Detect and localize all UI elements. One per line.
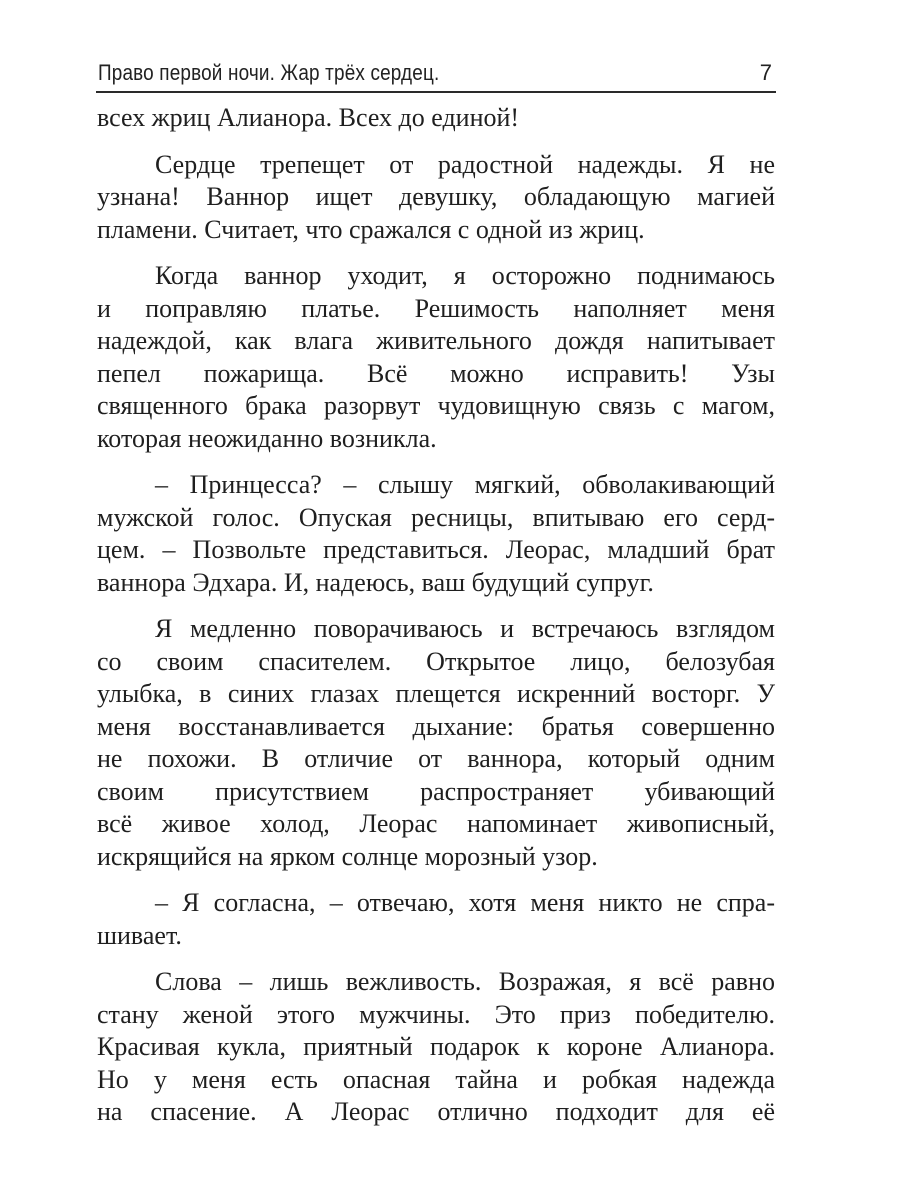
text-line: своим присутствием распространяет убивающий: [97, 776, 775, 806]
paragraph: [97, 887, 775, 952]
text-line: Когда ваннор уходит, я осторожно поднимаюсь: [155, 261, 775, 290]
text-line: меня восстанавливается дыхание: братья совершенно: [97, 711, 775, 741]
text-line: надеждой, как влага живительного дождя напитывает: [97, 326, 775, 355]
text-line: узнана! Ваннор ищет девушку, обладающую магией: [97, 182, 775, 211]
text-line: шивает.: [97, 920, 182, 950]
paragraph: [97, 102, 775, 135]
text-line: – Принцесса? – слышу мягкий, обволакивающий: [155, 470, 775, 499]
paragraph: [97, 966, 775, 1129]
page-number: 7: [759, 60, 772, 85]
paragraph-gap: [97, 246, 775, 260]
text-line: на спасение. А Леорас отлично подходит для её: [97, 1097, 775, 1126]
paragraph-gap: [97, 455, 775, 469]
header-rule: [96, 91, 776, 93]
running-title: Право первой ночи. Жар трёх сердец.: [98, 60, 440, 85]
body-text: [97, 102, 775, 1129]
paragraph: [97, 469, 775, 599]
text-line: пламени. Считает, что сражался с одной из жриц.: [97, 214, 645, 244]
text-line: Я медленно поворачиваюсь и встречаюсь взглядом: [155, 614, 775, 643]
text-line: – Я согласна, – отвечаю, хотя меня никто не спра-: [155, 888, 775, 917]
text-line: ваннора Эдхара. И, надеюсь, ваш будущий супруг.: [97, 567, 654, 597]
paragraph-gap: [97, 873, 775, 887]
text-line: Но у меня есть опасная тайна и робкая надежда: [97, 1064, 775, 1094]
text-line: Сердце трепещет от радостной надежды. Я не: [155, 149, 775, 179]
paragraph-gap: [97, 135, 775, 149]
text-line: Красивая кукла, приятный подарок к короне Алианора.: [97, 1032, 775, 1061]
text-line: священного брака разорвут чудовищную связь с магом,: [97, 391, 775, 420]
text-line: мужской голос. Опуская ресницы, впитываю его серд-: [97, 502, 775, 532]
text-line: улыбка, в синих глазах плещется искренний восторг. У: [97, 679, 775, 708]
text-line: не похожи. В отличие от ваннора, который одним: [97, 744, 775, 773]
text-line: цем. – Позвольте представиться. Леорас, младший брат: [97, 535, 775, 564]
paragraph-gap: [97, 952, 775, 966]
text-line: Слова – лишь вежливость. Возражая, я всё равно: [155, 967, 775, 996]
text-line: со своим спасителем. Открытое лицо, белозубая: [97, 646, 775, 676]
running-header: [96, 56, 776, 90]
paragraph: [97, 260, 775, 455]
paragraph: [97, 149, 775, 247]
paragraph-gap: [97, 599, 775, 613]
text-line: всех жриц Алианора. Всех до единой!: [97, 103, 520, 132]
text-line: стану женой этого мужчины. Это приз победителю.: [97, 999, 775, 1029]
text-line: пепел пожарища. Всё можно исправить! Узы: [97, 358, 775, 388]
text-line: всё живое холод, Леорас напоминает живописный,: [97, 809, 775, 838]
paragraph: [97, 613, 775, 873]
text-line: искрящийся на ярком солнце морозный узор.: [97, 841, 598, 871]
text-line: которая неожиданно возникла.: [97, 423, 437, 453]
text-line: и поправляю платье. Решимость наполняет меня: [97, 293, 775, 323]
